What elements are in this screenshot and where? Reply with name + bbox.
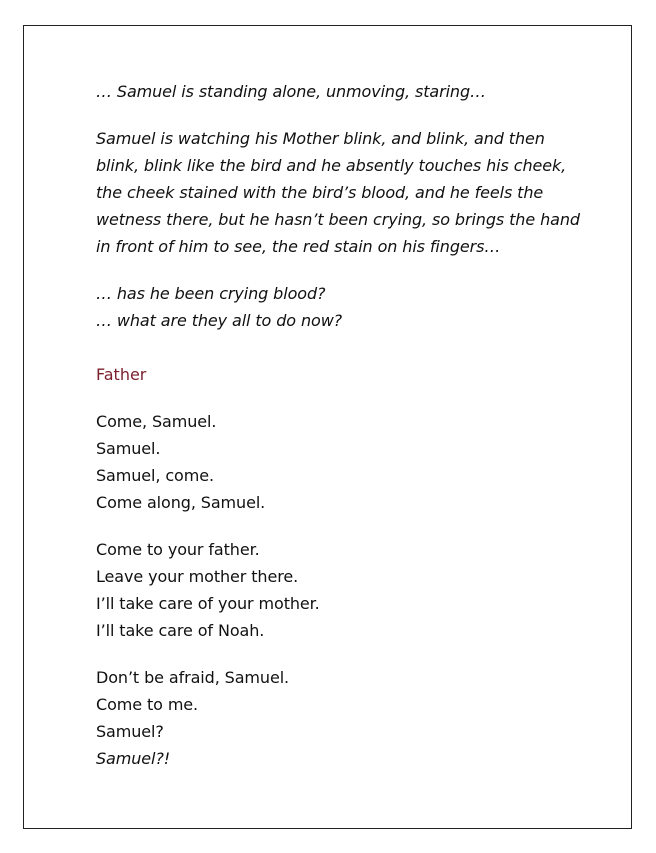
dialogue-stanza-1 [96, 408, 576, 516]
dialogue-line: Samuel, come. [96, 466, 214, 485]
dialogue-line: Come to your father. [96, 540, 260, 559]
dialogue-line: Samuel. [96, 439, 161, 458]
stage-direction-questions [96, 280, 576, 334]
script-page [23, 25, 632, 829]
stage-direction-line: wetness there, but he hasn’t been crying, so brings the hand [96, 210, 580, 229]
stage-direction-line: … what are they all to do now? [96, 311, 343, 330]
dialogue-line-emphatic: Samuel?! [96, 749, 171, 768]
page-content [96, 78, 580, 772]
dialogue-line: Come, Samuel. [96, 412, 217, 431]
dialogue-line: I’ll take care of your mother. [96, 594, 320, 613]
dialogue-line: Come along, Samuel. [96, 493, 266, 512]
stage-direction-line: … Samuel is standing alone, unmoving, staring… [96, 82, 486, 101]
stage-direction-line: the cheek stained with the bird’s blood, and he feels the [96, 183, 544, 202]
stage-direction-paragraph [96, 125, 580, 260]
dialogue-line: Come to me. [96, 695, 199, 714]
dialogue-stanza-3 [96, 664, 576, 772]
stage-direction-line: in front of him to see, the red stain on his fingers… [96, 237, 501, 256]
stage-direction-opening [96, 78, 576, 105]
dialogue-line: I’ll take care of Noah. [96, 621, 265, 640]
stage-direction-line: blink, blink like the bird and he absently touches his cheek, [96, 156, 567, 175]
stage-direction-line: … has he been crying blood? [96, 284, 326, 303]
stage-direction-line: Samuel is watching his Mother blink, and blink, and then [96, 129, 545, 148]
dialogue-stanza-2 [96, 536, 576, 644]
dialogue-line: Don’t be afraid, Samuel. [96, 668, 290, 687]
dialogue-line: Samuel? [96, 722, 164, 741]
dialogue-line: Leave your mother there. [96, 567, 299, 586]
speaker-name: Father [96, 365, 147, 384]
